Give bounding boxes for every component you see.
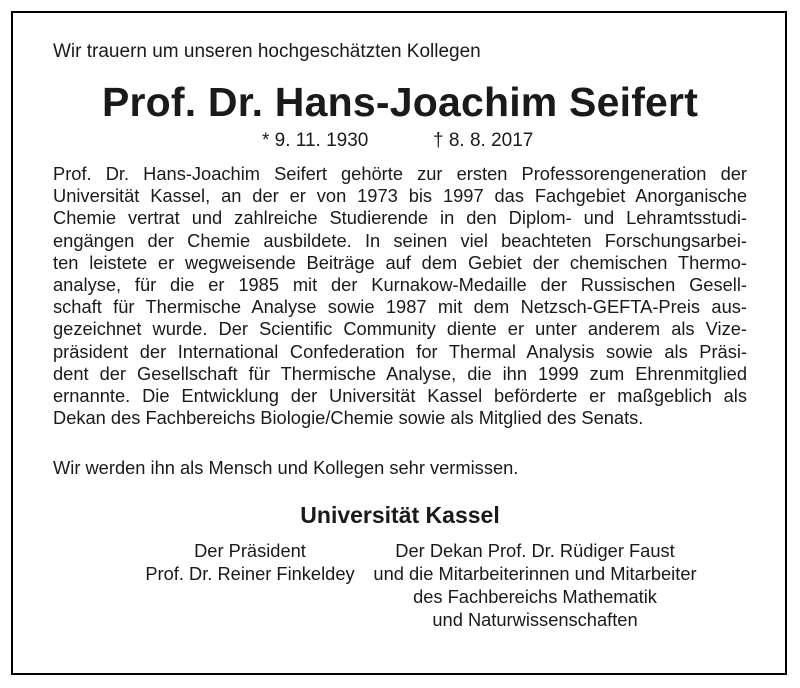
obituary-body [53,163,747,429]
deceased-name: Prof. Dr. Hans-Joachim Seifert [101,79,699,125]
body-line: schaft für Thermische Analyse sowie 1987 mit dem Netzsch-GEFTA-Preis aus- [53,296,747,318]
signatory-dean [330,539,740,631]
birth-date: * 9. 11. 1930 [262,130,369,151]
body-line: analyse, für die er 1985 mit der Kurnakow-Medaille der Russischen Gesell- [53,274,747,296]
intro-text: Wir trauern um unseren hochgeschätzten Kollegen [53,41,481,62]
body-line: Universität Kassel, an der er von 1973 bis 1997 das Fachgebiet Anorganische [53,185,747,207]
body-line: Chemie vertrat und zahlreiche Studierende in den Diplom- und Lehramtsstudi- [53,207,747,229]
body-line: Dekan des Fachbereichs Biologie/Chemie sowie als Mitglied des Senats. [53,407,644,429]
body-line: ernannte. Die Entwicklung der Universität Kassel beförderte er maßgeblich als [53,385,747,407]
body-line: gezeichnet wurde. Der Scientific Community diente er unter anderem als Vize- [53,318,747,340]
signatory-line: und Naturwissenschaften [432,609,638,630]
body-line: engängen der Chemie ausbildete. In seinen viel beachteten Forschungsarbei- [53,229,747,251]
body-line: präsident der International Confederation for Thermal Analysis sowie als Präsi- [53,340,747,362]
signatory-line: Prof. Dr. Reiner Finkeldey [145,563,355,584]
body-line: Prof. Dr. Hans-Joachim Seifert gehörte zur ersten Professorengeneration der [53,163,747,184]
closing-sentence: Wir werden ihn als Mensch und Kollegen sehr vermissen. [53,457,519,478]
institution-name: Universität Kassel [300,502,500,528]
death-date: † 8. 8. 2017 [433,130,534,151]
signatory-line: Der Dekan Prof. Dr. Rüdiger Faust [395,540,675,561]
signatory-line: Der Präsident [194,540,306,561]
signatory-line: des Fachbereichs Mathematik [413,586,657,607]
body-line: ten leistete er wegweisende Beiträge auf dem Gebiet der chemischen Thermo- [53,251,747,273]
body-line: dent der Gesellschaft für Thermische Analyse, die ihn 1999 zum Ehrenmitglied [53,362,747,384]
signatory-line: und die Mitarbeiterinnen und Mitarbeiter [373,563,697,584]
